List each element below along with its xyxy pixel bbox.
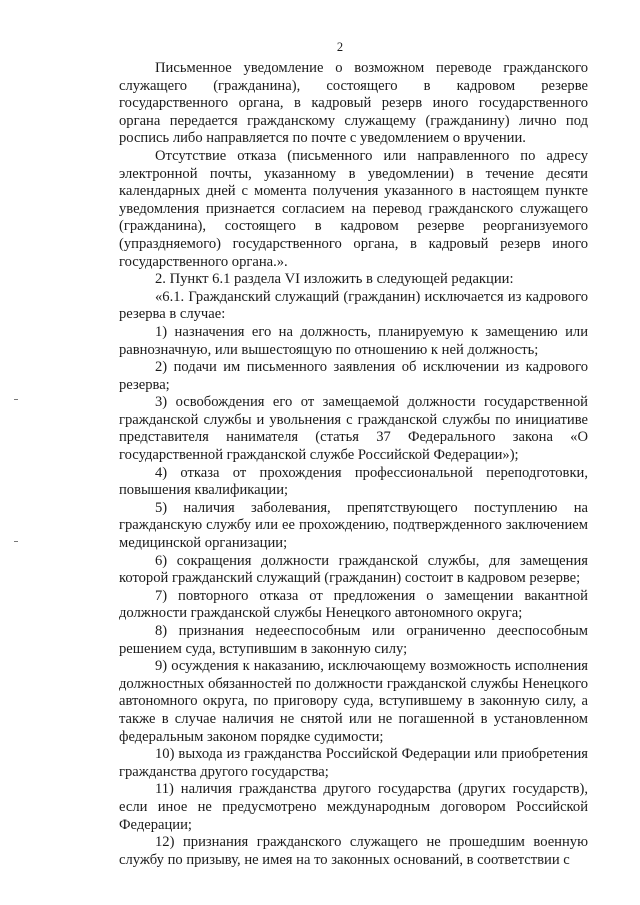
list-item-7: 7) повторного отказа от предложения о замещении вакантной должности гражданской службы Ненецкого автономного округа;	[119, 587, 588, 622]
list-item-2: 2) подачи им письменного заявления об исключении из кадрового резерва;	[119, 359, 588, 393]
list-item-6: 6) сокращения должности гражданской службы, для замещения которой гражданский служащий (гражданин) состоит в кадровом резерве;	[119, 552, 588, 587]
list-item-1: 1) назначения его на должность, планируемую к замещению или равнозначную, или вышестоящую по отношению к ней должность;	[119, 323, 588, 358]
paragraph-clause-6-1: «6.1. Гражданский служащий (гражданин) исключается из кадрового резерва в случае:	[119, 288, 588, 323]
paragraph-amendment-point-2: 2. Пункт 6.1 раздела VI изложить в следующей редакции:	[155, 271, 514, 288]
list-item-8: 8) признания недееспособным или ограниченно дееспособным решением суда, вступившим в законную силу;	[119, 623, 588, 657]
margin-mark	[14, 541, 18, 542]
list-item-9: 9) осуждения к наказанию, исключающему возможность исполнения должностных обязанностей по должности гражданской службы Ненецкого автономного округа, по приговору суда, вступившему в законную силу, а также в случае наличия не снятой или не погашенной в установленном федеральным законом порядке судимости;	[119, 658, 588, 745]
margin-mark	[14, 399, 18, 400]
paragraph-consent: Отсутствие отказа (письменного или направленного по адресу электронной почты, указанному в уведомлении) в течение десяти календарных дней с момента получения указанного в настоящем пункте уведомления признается согласием на перевод гражданского служащего (гражданина), состоящего в кадровом резерве реорганизуемого (упраздняемого) государственного органа, в кадровый резерв иного государственного органа.».	[119, 147, 588, 270]
document-body	[119, 60, 588, 869]
list-item-12: 12) признания гражданского служащего не прошедшим военную службу по призыву, не имея на то законных оснований, в соответствии с	[119, 834, 588, 868]
list-item-3: 3) освобождения его от замещаемой должности государственной гражданской службы и увольнения с гражданской службы по инициативе представителя нанимателя (статья 37 Федерального закона «О государственной гражданской службе Российской Федерации»);	[119, 394, 588, 464]
list-item-10: 10) выхода из гражданства Российской Федерации или приобретения гражданства другого государства;	[119, 746, 588, 780]
list-item-4: 4) отказа от прохождения профессиональной переподготовки, повышения квалификации;	[119, 464, 588, 499]
list-item-11: 11) наличия гражданства другого государства (других государств), если иное не предусмотрено международным договором Российской Федерации;	[119, 781, 588, 833]
list-item-5: 5) наличия заболевания, препятствующего поступлению на гражданскую службу или ее прохождению, подтвержденного заключением медицинской организации;	[119, 499, 588, 552]
paragraph-notice-delivery: Письменное уведомление о возможном переводе гражданского служащего (гражданина), состоящего в кадровом резерве государственного органа, в кадровый резерв иного государственного органа передается гражданскому служащему (гражданину) лично под роспись либо направляется по почте с уведомлением о вручении.	[119, 60, 588, 147]
page-number: 2	[336, 40, 344, 54]
